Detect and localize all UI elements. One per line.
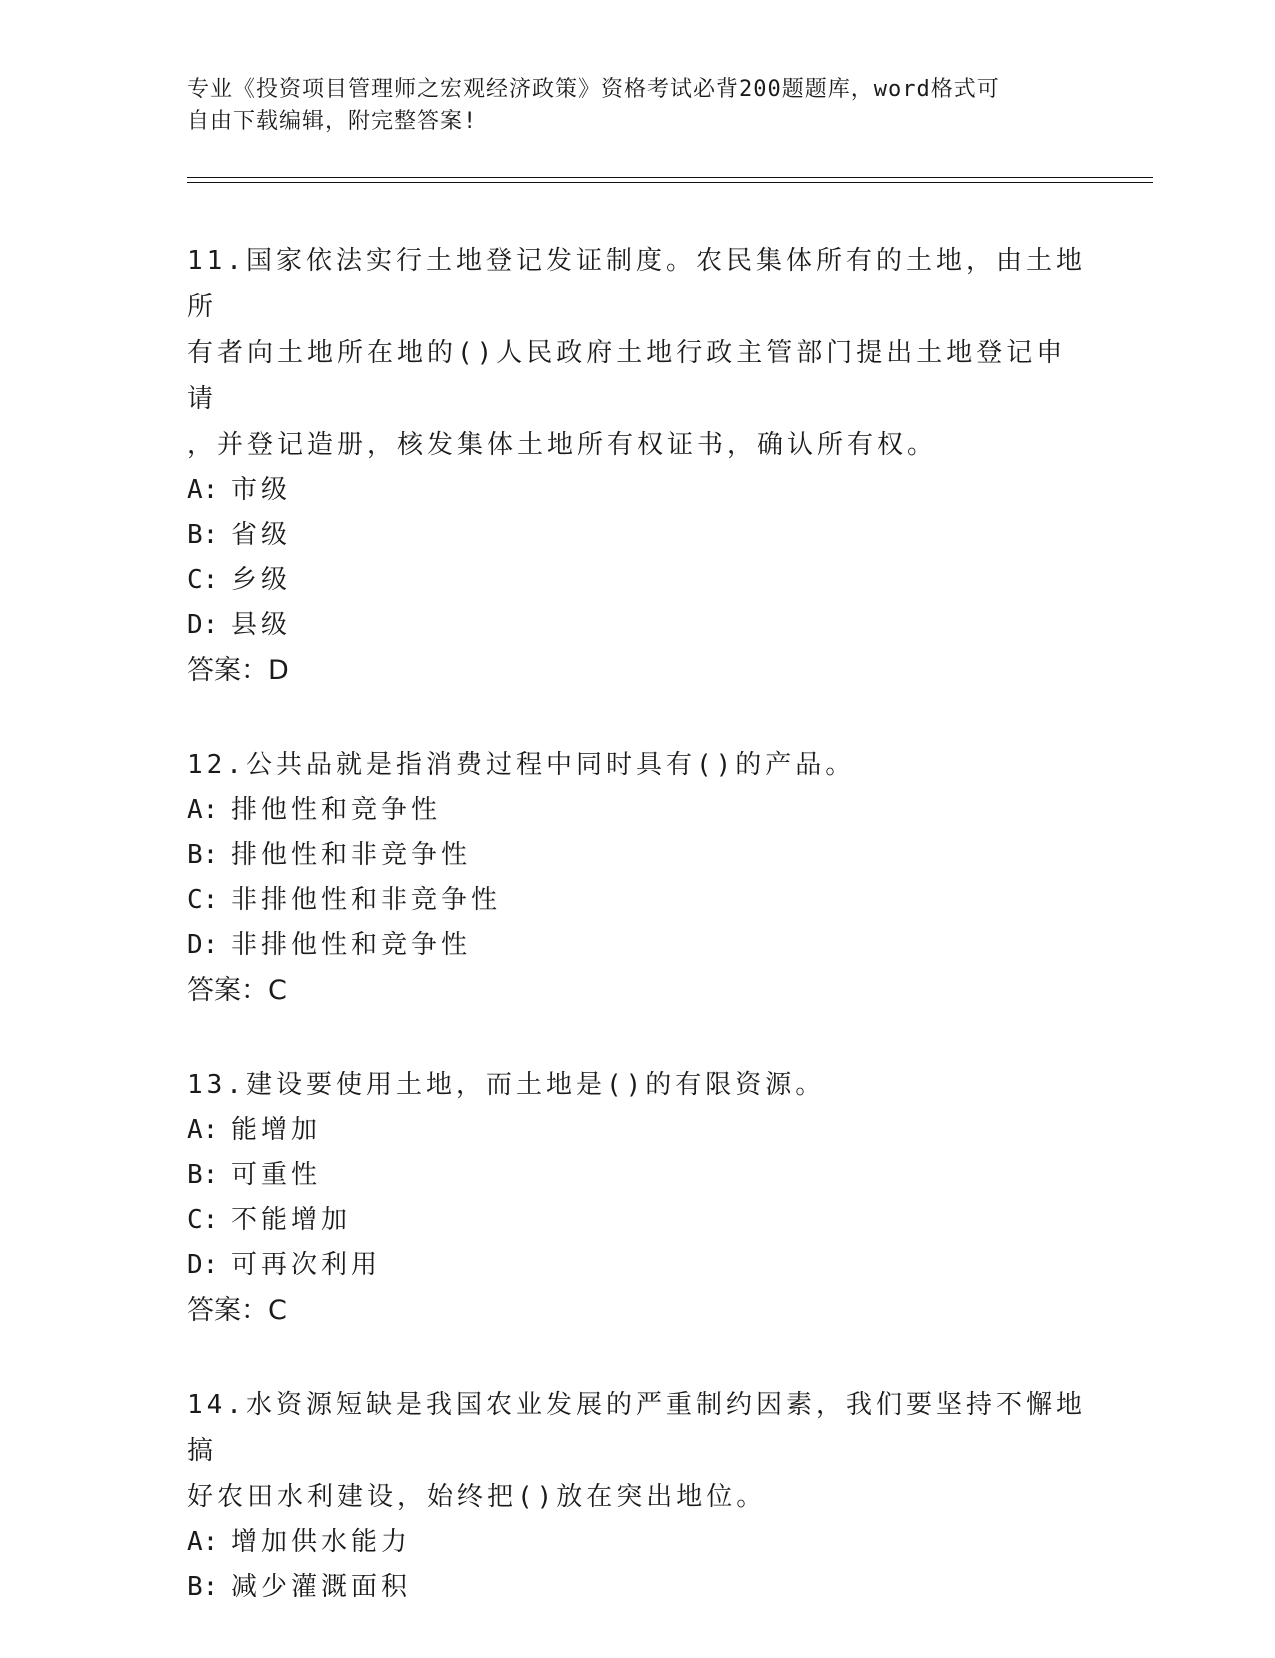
question-text	[187, 1062, 1087, 1108]
option-d	[187, 1243, 1087, 1288]
answer-line: 答案：D	[187, 655, 289, 686]
question-12	[187, 742, 1087, 1014]
option-letter: C:	[187, 565, 219, 595]
option-c	[187, 558, 1087, 603]
question-line: 12.公共品就是指消费过程中同时具有()的产品。	[187, 750, 856, 780]
option-b	[187, 513, 1087, 558]
option-b	[187, 833, 1087, 878]
option-letter: A:	[187, 475, 219, 505]
option-letter: B:	[187, 1160, 219, 1190]
option-b	[187, 1153, 1087, 1198]
question-14	[187, 1382, 1087, 1610]
option-c	[187, 878, 1087, 923]
option-letter: B:	[187, 1572, 219, 1602]
question-line: ，并登记造册，核发集体土地所有权证书，确认所有权。	[187, 430, 938, 460]
option-text: 市级	[231, 475, 292, 505]
question-line: 11.国家依法实行土地登记发证制度。农民集体所有的土地，由土地所	[187, 246, 1086, 322]
header-divider-top	[187, 177, 1153, 178]
option-text: 省级	[231, 520, 292, 550]
option-letter: C:	[187, 885, 219, 915]
option-letter: D:	[187, 610, 219, 640]
question-13	[187, 1062, 1087, 1334]
answer-line: 答案：C	[187, 975, 287, 1006]
option-letter: B:	[187, 840, 219, 870]
option-letter: B:	[187, 520, 219, 550]
option-letter: A:	[187, 795, 219, 825]
option-text: 县级	[231, 610, 292, 640]
option-letter: C:	[187, 1205, 219, 1235]
question-line: 有者向土地所在地的()人民政府土地行政主管部门提出土地登记申请	[187, 338, 1067, 414]
question-11	[187, 238, 1087, 694]
option-letter: A:	[187, 1527, 219, 1557]
header-line: 自由下载编辑，附完整答案!	[187, 109, 478, 134]
option-letter: D:	[187, 1250, 219, 1280]
question-text	[187, 238, 1087, 468]
question-text	[187, 1382, 1087, 1520]
header-divider-bottom	[187, 182, 1153, 183]
option-a	[187, 788, 1087, 833]
option-letter: D:	[187, 930, 219, 960]
question-list	[187, 238, 1087, 1658]
option-text: 非排他性和竞争性	[231, 930, 472, 960]
document-header	[187, 74, 1067, 138]
option-a	[187, 1520, 1087, 1565]
option-text: 可重性	[231, 1160, 322, 1190]
option-b	[187, 1565, 1087, 1610]
option-c	[187, 1198, 1087, 1243]
question-text	[187, 742, 1087, 788]
question-line: 13.建设要使用土地，而土地是()的有限资源。	[187, 1070, 826, 1100]
question-line: 好农田水利建设，始终把()放在突出地位。	[187, 1482, 767, 1512]
option-text: 乡级	[231, 565, 292, 595]
option-text: 排他性和竞争性	[231, 795, 442, 825]
option-text: 减少灌溉面积	[231, 1572, 412, 1602]
question-line: 14.水资源短缺是我国农业发展的严重制约因素，我们要坚持不懈地搞	[187, 1390, 1086, 1466]
option-text: 不能增加	[231, 1205, 352, 1235]
option-a	[187, 1108, 1087, 1153]
option-letter: A:	[187, 1115, 219, 1145]
option-text: 排他性和非竞争性	[231, 840, 472, 870]
option-a	[187, 468, 1087, 513]
header-line: 专业《投资项目管理师之宏观经济政策》资格考试必背200题题库，word格式可	[187, 77, 1000, 102]
option-text: 能增加	[231, 1115, 322, 1145]
option-d	[187, 603, 1087, 648]
option-text: 可再次利用	[231, 1250, 382, 1280]
answer-line: 答案：C	[187, 1295, 287, 1326]
option-text: 非排他性和非竞争性	[231, 885, 502, 915]
option-text: 增加供水能力	[231, 1527, 412, 1557]
option-d	[187, 923, 1087, 968]
